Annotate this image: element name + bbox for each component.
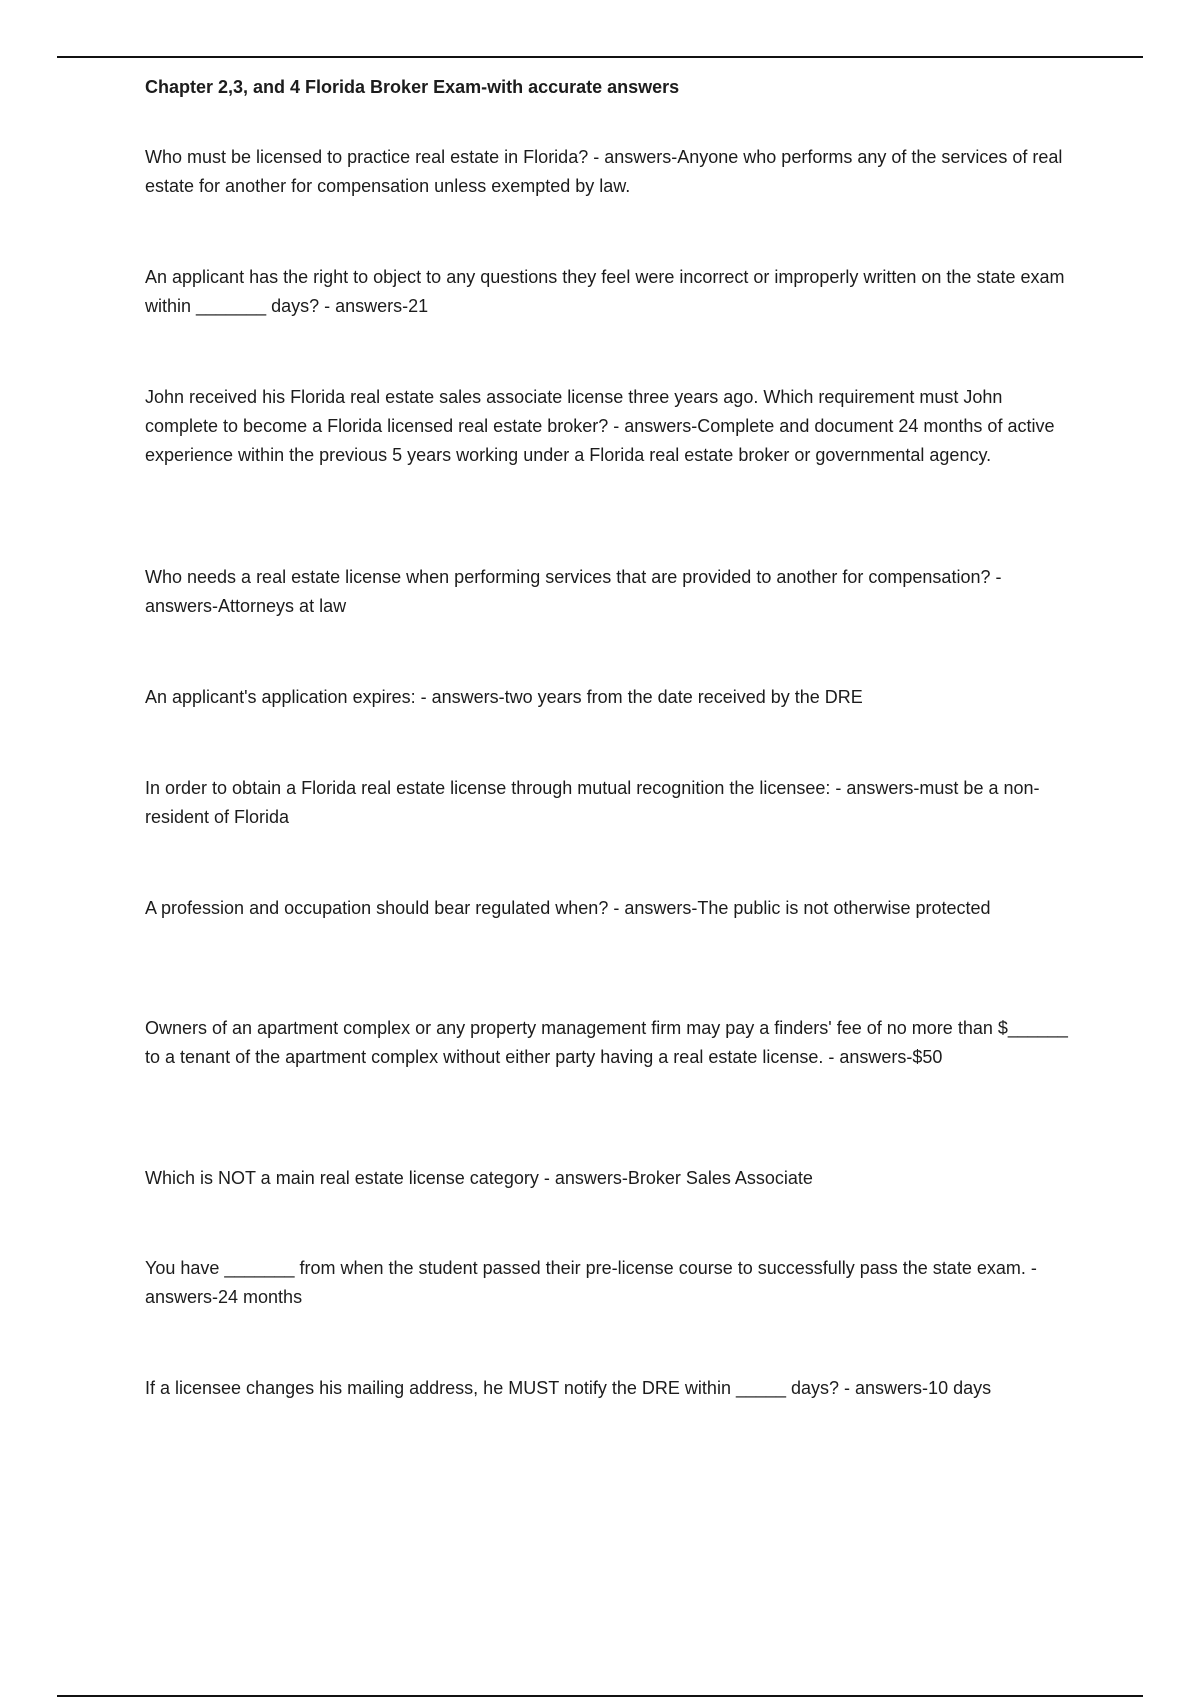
top-divider: [57, 56, 1143, 58]
qa-item-8: Owners of an apartment complex or any property management firm may pay a finders' fee of no more than $______ to a tenant of the apartment complex without either party having a real estate license. - answers-$50: [145, 1018, 1068, 1067]
qa-item-4: Who needs a real estate license when performing services that are provided to another for compensation? - answers-Attorneys at law: [145, 567, 1002, 616]
qa-item-3: John received his Florida real estate sales associate license three years ago. Which requirement must John complete to become a Florida licensed real estate broker? - answers-Complete and document 24 months of active experience within the previous 5 years working under a Florida real estate broker or governmental agency.: [145, 387, 1055, 465]
qa-item-9: Which is NOT a main real estate license category - answers-Broker Sales Associate: [145, 1168, 813, 1188]
document-title: Chapter 2,3, and 4 Florida Broker Exam-with accurate answers: [145, 77, 680, 97]
qa-item-11: If a licensee changes his mailing address, he MUST notify the DRE within _____ days? - answers-10 days: [145, 1378, 992, 1398]
qa-item-2: An applicant has the right to object to any questions they feel were incorrect or improperly written on the state exam within _______ days? - answers-21: [145, 267, 1065, 316]
qa-item-5: An applicant's application expires: - answers-two years from the date received by the DRE: [145, 687, 863, 707]
qa-item-6: In order to obtain a Florida real estate license through mutual recognition the licensee: - answers-must be a non-resident of Florida: [145, 778, 1040, 827]
qa-item-10: You have _______ from when the student passed their pre-license course to successfully pass the state exam. - answers-24 months: [145, 1258, 1037, 1307]
bottom-divider: [57, 1695, 1143, 1697]
qa-item-1: Who must be licensed to practice real estate in Florida? - answers-Anyone who performs any of the services of real estate for another for compensation unless exempted by law.: [145, 147, 1063, 196]
qa-item-7: A profession and occupation should bear regulated when? - answers-The public is not otherwise protected: [145, 898, 991, 918]
